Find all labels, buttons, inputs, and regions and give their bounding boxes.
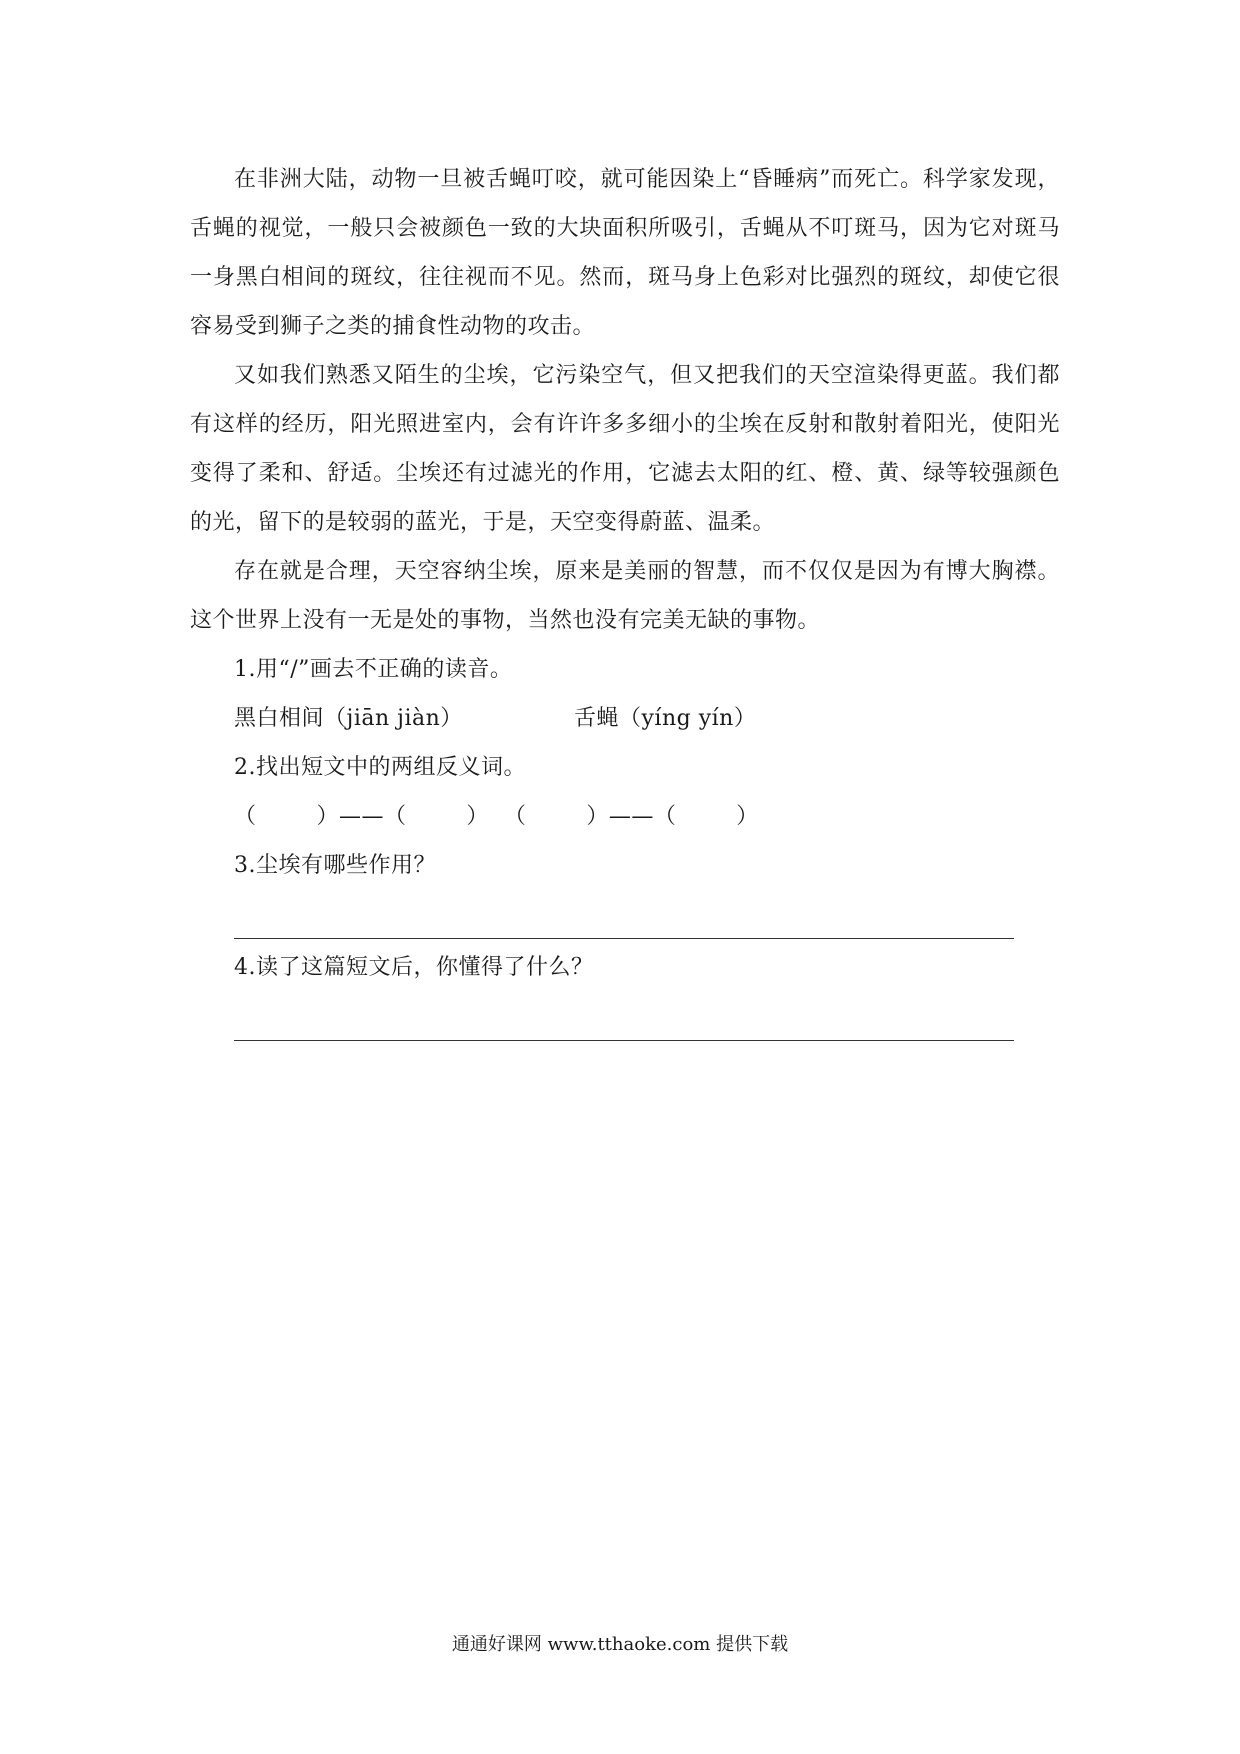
paragraph-2: 又如我们熟悉又陌生的尘埃，它污染空气，但又把我们的天空渲染得更蓝。我们都有这样的经历，阳光照进室内，会有许许多多细小的尘埃在反射和散射着阳光，使阳光变得了柔和、舒适。尘埃还有过滤光的作用，它滤去太阳的红、橙、黄、绿等较强颜色的光，留下的是较弱的蓝光，于是，天空变得蔚蓝、温柔。 xyxy=(190,363,1060,535)
question-3: 3.尘埃有哪些作用？ xyxy=(234,853,436,878)
paragraph-3: 存在就是合理，天空容纳尘埃，原来是美丽的智慧，而不仅仅是因为有博大胸襟。这个世界上没有一无是处的事物，当然也没有完美无缺的事物。 xyxy=(190,559,1060,633)
question-2: 2.找出短文中的两组反义词。 xyxy=(234,755,526,780)
question-1-items xyxy=(190,694,1060,743)
page-footer: 通通好课网 www.tthaoke.com 提供下载 xyxy=(451,1634,789,1655)
paragraph-1: 在非洲大陆，动物一旦被舌蝇叮咬，就可能因染上“昏睡病”而死亡。科学家发现，舌蝇的视觉，一般只会被颜色一致的大块面积所吸引，舌蝇从不叮斑马，因为它对斑马一身黑白相间的斑纹，往往视而不见。然而，斑马身上色彩对比强烈的斑纹，却使它很容易受到狮子之类的捕食性动物的攻击。 xyxy=(190,167,1060,339)
answer-line-3[interactable] xyxy=(234,890,1014,939)
passage-content xyxy=(190,155,1060,1045)
answer-line-4[interactable] xyxy=(234,992,1014,1041)
antonym-blanks[interactable]: （ ）——（ ） （ ）——（ ） xyxy=(234,804,759,829)
question-4: 4.读了这篇短文后，你懂得了什么？ xyxy=(234,955,594,980)
question-1: 1.用“/”画去不正确的读音。 xyxy=(234,657,513,682)
pinyin-item-2[interactable]: 舌蝇（yíng yín） xyxy=(574,706,757,731)
pinyin-item-1[interactable]: 黑白相间（jiān jiàn） xyxy=(234,706,463,731)
